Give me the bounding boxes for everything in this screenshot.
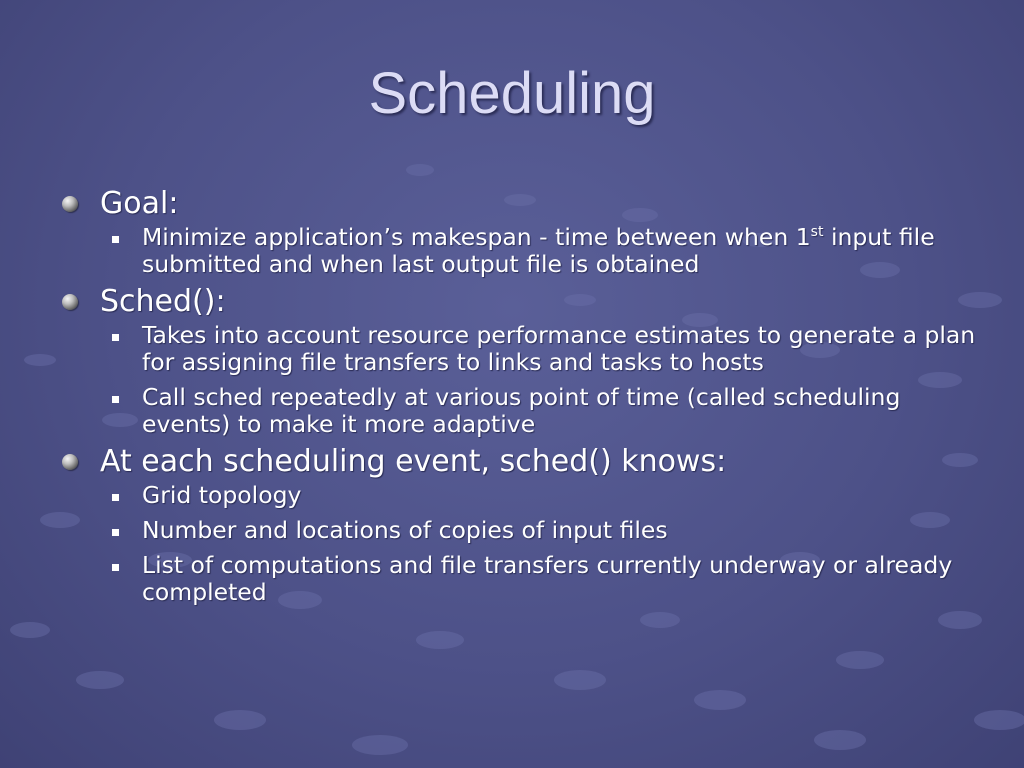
sub-bullet-text: Minimize application’s makespan - time between when 1st input file submitted and when last output file is obtained [142, 223, 935, 278]
sub-bullet [112, 224, 982, 278]
square-bullet-icon [112, 529, 119, 536]
bullet-sched [62, 282, 982, 322]
square-bullet-icon [112, 396, 119, 403]
square-bullet-icon [112, 334, 119, 341]
sub-bullet [112, 482, 982, 509]
sub-list-sched [112, 322, 982, 438]
sub-bullet-text: Takes into account resource performance estimates to generate a plan for assigning file transfers to links and tasks to hosts [142, 321, 976, 376]
square-bullet-icon [112, 236, 119, 243]
sub-bullet-text: Grid topology [142, 481, 302, 509]
bullet-text: At each scheduling event, sched() knows: [100, 444, 727, 479]
sphere-bullet-icon [62, 454, 78, 470]
sub-bullet-text: List of computations and file transfers currently underway or already completed [142, 551, 953, 606]
sub-bullet [112, 517, 982, 544]
sub-bullet [112, 384, 982, 438]
square-bullet-icon [112, 494, 119, 501]
sphere-bullet-icon [62, 196, 78, 212]
square-bullet-icon [112, 564, 119, 571]
sphere-bullet-icon [62, 294, 78, 310]
bullet-text: Goal: [100, 186, 179, 221]
superscript: st [810, 224, 824, 241]
slide-title: Scheduling [368, 61, 656, 126]
sub-list-goal [112, 224, 982, 278]
slide-content [62, 178, 982, 606]
bullet-scheduling-event [62, 442, 982, 482]
sub-bullet-text: Call sched repeatedly at various point of time (called scheduling events) to make it more adaptive [142, 383, 901, 438]
bullet-text: Sched(): [100, 284, 226, 319]
sub-bullet-text: Number and locations of copies of input files [142, 516, 668, 544]
sub-list-scheduling-event [112, 482, 982, 606]
sub-bullet [112, 322, 982, 376]
bullet-goal [62, 184, 982, 224]
sub-bullet [112, 552, 982, 606]
